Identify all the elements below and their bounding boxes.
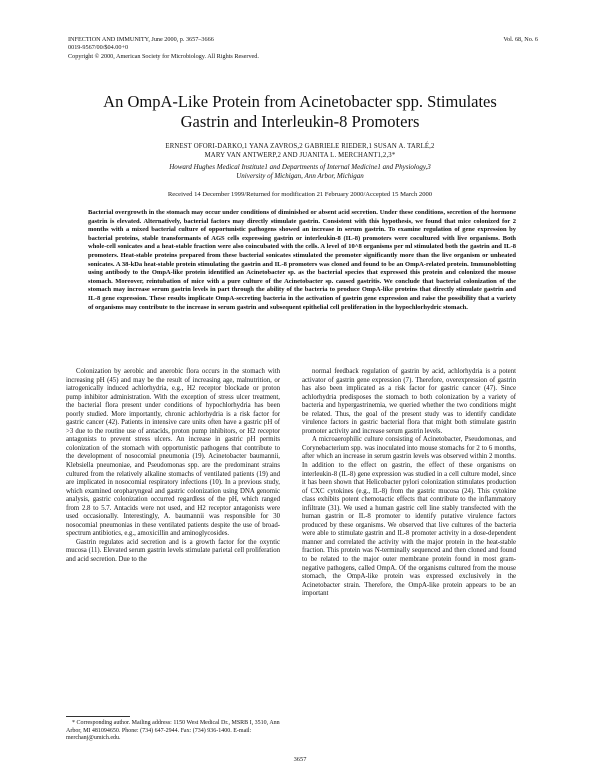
title-line-1: An OmpA-Like Protein from Acinetobacter spp. Stimulates [103, 92, 497, 111]
copyright-line: Copyright © 2000, American Society for Microbiology. All Rights Reserved. [68, 52, 259, 60]
journal-citation: INFECTION AND IMMUNITY, June 2000, p. 3657–3666 [68, 36, 214, 43]
corresponding-author-footnote: * Corresponding author. Mailing address: 1150 West Medical Dr., MSRB I, 3510, Ann Arbor, MI 481094650. Phone: (734) 647-2944. Fax: (734) 936-1400. E-mail: merchanj@umich.edu. [66, 720, 280, 742]
submission-dates: Received 14 December 1999/Returned for modification 21 February 2000/Accepted 15 March 2000 [167, 191, 433, 198]
running-header [68, 36, 259, 61]
authors-line-1: ERNEST OFORI-DARKO,1 YANA ZAVROS,2 GABRIELE RIEDER,1 SUSAN A. TARLÉ,2 [165, 143, 435, 150]
authors-line-2: MARY VAN ANTWERP,2 AND JUANITA L. MERCHANT1,2,3* [204, 152, 396, 160]
body-paragraph: Colonization by aerobic and anerobic flora occurs in the stomach with increasing pH (45) and may be the result of increasing age, malnutrition, or iatrogenically induced achlorhydria, e.g., H2 receptor blockade or proton pump inhibitor administration. With the exception of stress ulcer treatment, the bacterial flora present under conditions of hypochlorhydria has been poorly studied. More importantly, chronic achlorhydria is a risk factor for gastric cancer (42). Patients in intensive care units often have a gastric pH of >3 due to the routine use of antacids, proton pump inhibitors, or H2 receptor antagonists to prevent stress ulcers. An increase in gastric pH permits colonization of the stomach with opportunistic pathogens that contribute to the development of nosocomial pneumonia (19). Acinetobacter baumannii, Klebsiella pneumoniae, and Pseudomonas spp. are the predominant strains cultured from the relatively alkaline stomachs of ventilated patients (19) and are implicated in nosocomial respiratory infections (10). In a previous study, which examined oropharyngeal and gastric colonization using DNA genomic analysis, gastric colonization occurred regardless of the pH, which ranged from 2.8 to 5.7. Antacids were not used, and H2 receptor antagonists were used occasionally. Interestingly, A. baumannii was responsible for 30 nosocomial pneumonias in these ventilated patients despite the use of broad-spectrum antibiotics, e.g., amoxicillin and aminoglycosides. [66, 368, 280, 538]
page-number: 3657 [293, 756, 307, 763]
abstract: Bacterial overgrowth in the stomach may occur under conditions of diminished or absent acid secretion. Under these conditions, secretion of the hormone gastrin is elevated. Alternatively, bacterial factors may directly stimulate gastrin. Consistent with this hypothesis, we found that mice colonized for 2 months with a mixed bacterial culture of opportunistic pathogens showed an increase in serum gastrin. To examine regulation of gene expression by bacterial proteins, stable transformants of AGS cells expressing gastrin or interleukin-8 (IL-8) promoters were cocultured with live organisms. Both whole-cell sonicates and a heat-stable fraction were also coincubated with the cells. A level of 10^8 organisms per ml stimulated both the gastrin and IL-8 promoters. Heat-stable proteins prepared from these bacterial sonicates stimulated the promoter significantly more than the live organism or unheated sonicates. A 38-kDa heat-stable protein stimulating the gastrin and IL-8 promoters was cloned and found to be an OmpA-related protein. Immunoblotting using antibody to the OmpA-like protein identified an Acinetobacter sp. as the bacterial species that expressed this protein and colonized the mouse stomach. Moreover, reintubation of mice with a pure culture of the Acinetobacter sp. caused gastritis. We conclude that bacterial colonization of the stomach may increase serum gastrin levels in part through the ability of the bacteria to produce OmpA-like proteins that directly stimulate gastrin and IL-8 gene expression. These results implicate OmpA-secreting bacteria in the activation of gastrin gene expression and raise the possibility that a variety of organisms may contribute to the increase in serum gastrin and subsequent epithelial cell proliferation in the hypochlorhydric stomach. [88, 209, 516, 311]
issn-line: 0019-9567/00/$04.00+0 [68, 44, 129, 52]
article-title [60, 92, 540, 132]
affiliation-line-2: University of Michigan, Ann Arbor, Michigan [236, 172, 364, 181]
body-paragraph: normal feedback regulation of gastrin by acid, achlorhydria is a potent activator of gastrin gene expression (7). Therefore, overexpression of gastrin has also been implicated as a risk factor for gastric cancer (47). Since achlorhydria predisposes the stomach to both colonization by a variety of bacteria and hypergastrinemia, we queried whether the two conditions might be related. Thus, the goal of the present study was to identify candidate virulence factors in gastric bacterial flora that might both stimulate gastrin promoter activity and increase serum gastrin levels. [302, 368, 516, 435]
affiliation-line-1: Howard Hughes Medical Institute1 and Departments of Internal Medicine1 and Physiology,3 [169, 163, 431, 171]
footnote-divider [66, 716, 130, 717]
body-column-right [302, 368, 516, 599]
body-paragraph: A microaerophilic culture consisting of Acinetobacter, Pseudomonas, and Corynebacterium spp. was inoculated into mouse stomachs for 2 to 6 months, after which an increase in serum gastrin levels was observed within 2 months. In addition to the effect on gastrin, the effect of these organisms on interleukin-8 (IL-8) gene expression was studied in a cell culture model, since it has been shown that Helicobacter pylori colonization stimulates production of CXC cytokines (e.g., IL-8) from the gastric mucosa (24). This cytokine class exhibits potent chemotactic effects that contribute to the inflammatory infiltrate (31). We used a human gastric cell line stably transfected with the human gastrin or IL-8 promoter to identify putative virulence factors produced by these organisms. We observed that live cultures of the bacteria were able to stimulate gastrin and IL-8 promoter activity in a dose-dependent manner and correlated the activity with the major protein in the heat-stable fraction. This protein was N-terminally sequenced and then cloned and found to be related to the major outer membrane protein found in most gram-negative pathogens, called OmpA. Of the organisms cultured from the mouse stomach, the OmpA-like protein was expressed exclusively in the Acinetobacter strain. Therefore, the OmpA-like protein appears to be an important [302, 436, 516, 598]
volume-issue: Vol. 68, No. 6 [503, 36, 538, 43]
body-paragraph: Gastrin regulates acid secretion and is a growth factor for the oxyntic mucosa (11). Elevated serum gastrin levels stimulate parietal cell proliferation and acid secretion. Due to the [66, 538, 280, 564]
title-line-2: Gastrin and Interleukin-8 Promoters [180, 112, 420, 131]
body-column-left [66, 368, 280, 565]
affiliations [70, 163, 530, 182]
author-list [70, 142, 530, 160]
